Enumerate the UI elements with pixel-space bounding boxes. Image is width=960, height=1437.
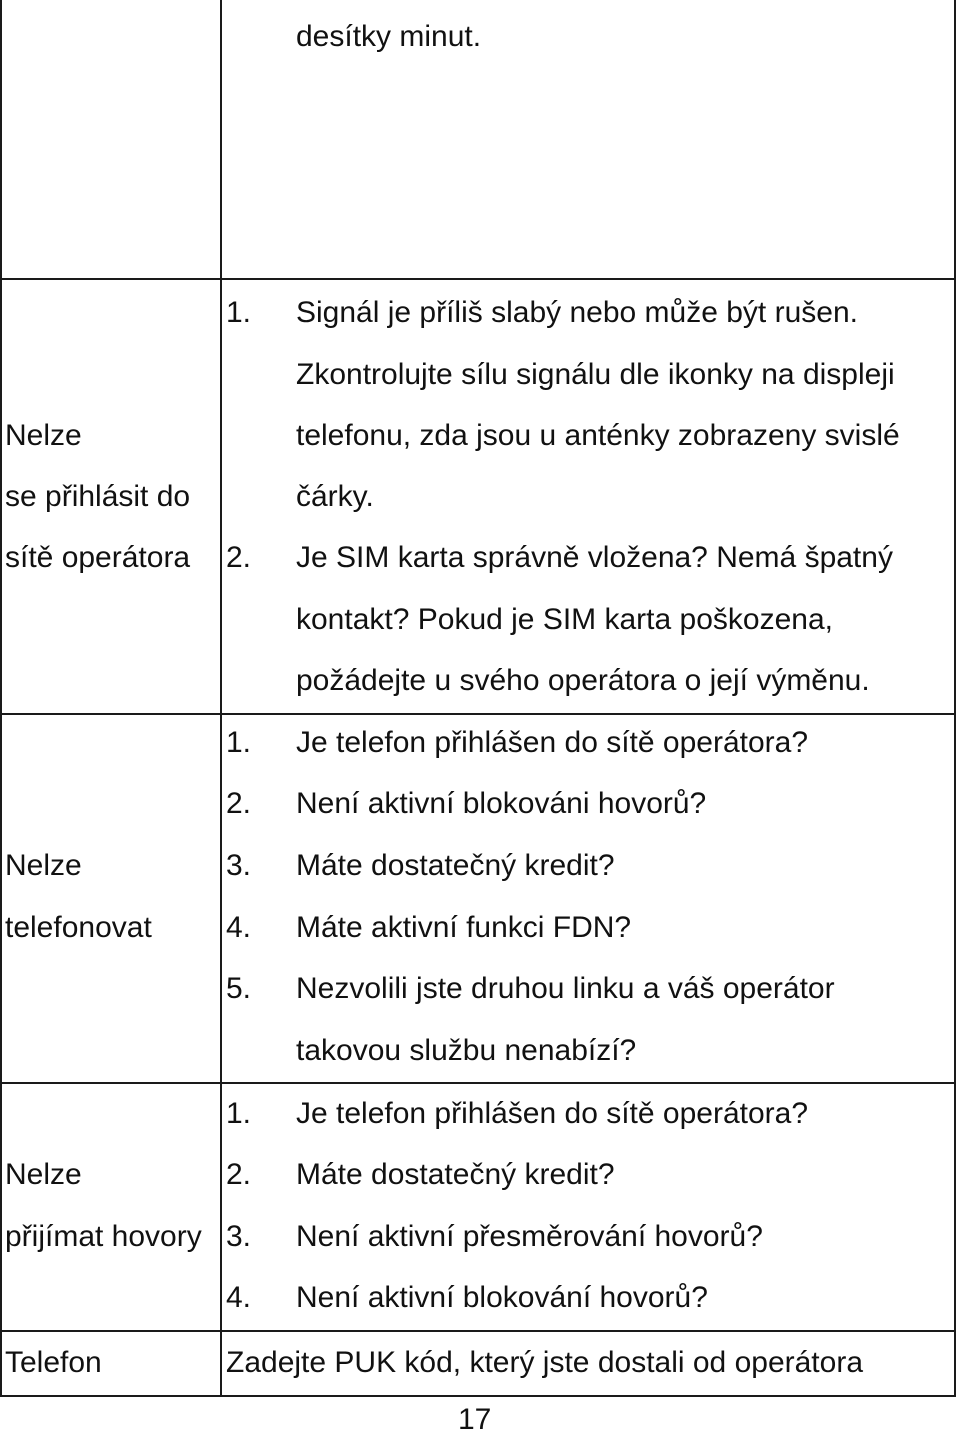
item-number: 4. (226, 1281, 252, 1314)
item-text-line: Je telefon přihlášen do sítě operátora? (296, 1097, 809, 1130)
item-text-line: čárky. (296, 480, 374, 513)
item-text-line: Je telefon přihlášen do sítě operátora? (296, 726, 809, 759)
item-number: 3. (226, 849, 252, 882)
table-column-divider (220, 0, 222, 1397)
problem-label-line: Nelze (5, 849, 82, 882)
item-text-line: Není aktivní blokováni hovorů? (296, 787, 707, 820)
item-number: 1. (226, 1097, 252, 1130)
page-number: 17 (458, 1403, 492, 1436)
table-right-border (954, 0, 956, 1397)
item-number: 2. (226, 787, 252, 820)
problem-label-line: Nelze (5, 419, 82, 452)
table-left-border (0, 0, 2, 1397)
item-number: 5. (226, 972, 252, 1005)
item-number: 1. (226, 296, 252, 329)
problem-label-line: přijímat hovory (5, 1220, 202, 1253)
item-text-line: Je SIM karta správně vložena? Nemá špatný (296, 541, 893, 574)
item-text-line: Zkontrolujte sílu signálu dle ikonky na displeji (296, 358, 895, 391)
problem-label-line: se přihlásit do (5, 480, 191, 513)
row-divider-4 (0, 1330, 956, 1332)
item-text-line: takovou službu nenabízí? (296, 1034, 637, 1067)
item-number: 1. (226, 726, 252, 759)
item-text-line: Máte dostatečný kredit? (296, 1158, 615, 1191)
item-number: 4. (226, 911, 252, 944)
item-text-line: Nezvolili jste druhou linku a váš operátor (296, 972, 835, 1005)
problem-label-line: Nelze (5, 1158, 82, 1191)
item-text-line: kontakt? Pokud je SIM karta poškozena, (296, 603, 833, 636)
solution-text: Zadejte PUK kód, který jste dostali od operátora (226, 1346, 864, 1379)
table-bottom-border (0, 1395, 956, 1397)
problem-label-line: Telefon (5, 1346, 102, 1379)
item-number: 2. (226, 541, 252, 574)
problem-label-line: telefonovat (5, 911, 152, 944)
item-text-line: Máte dostatečný kredit? (296, 849, 615, 882)
item-number: 3. (226, 1220, 252, 1253)
item-number: 2. (226, 1158, 252, 1191)
item-text-line: Není aktivní blokování hovorů? (296, 1281, 708, 1314)
item-text-line: Signál je příliš slabý nebo může být rušen. (296, 296, 858, 329)
item-text-line: Máte aktivní funkci FDN? (296, 911, 632, 944)
item-text-line: požádejte u svého operátora o její výměnu. (296, 664, 870, 697)
solution-continuation: desítky minut. (296, 20, 482, 53)
row-divider-2 (0, 713, 956, 715)
row-divider-1 (0, 278, 956, 280)
item-text-line: Není aktivní přesměrování hovorů? (296, 1220, 763, 1253)
item-text-line: telefonu, zda jsou u anténky zobrazeny svislé (296, 419, 900, 452)
row-divider-3 (0, 1082, 956, 1084)
problem-label-line: sítě operátora (5, 541, 191, 574)
